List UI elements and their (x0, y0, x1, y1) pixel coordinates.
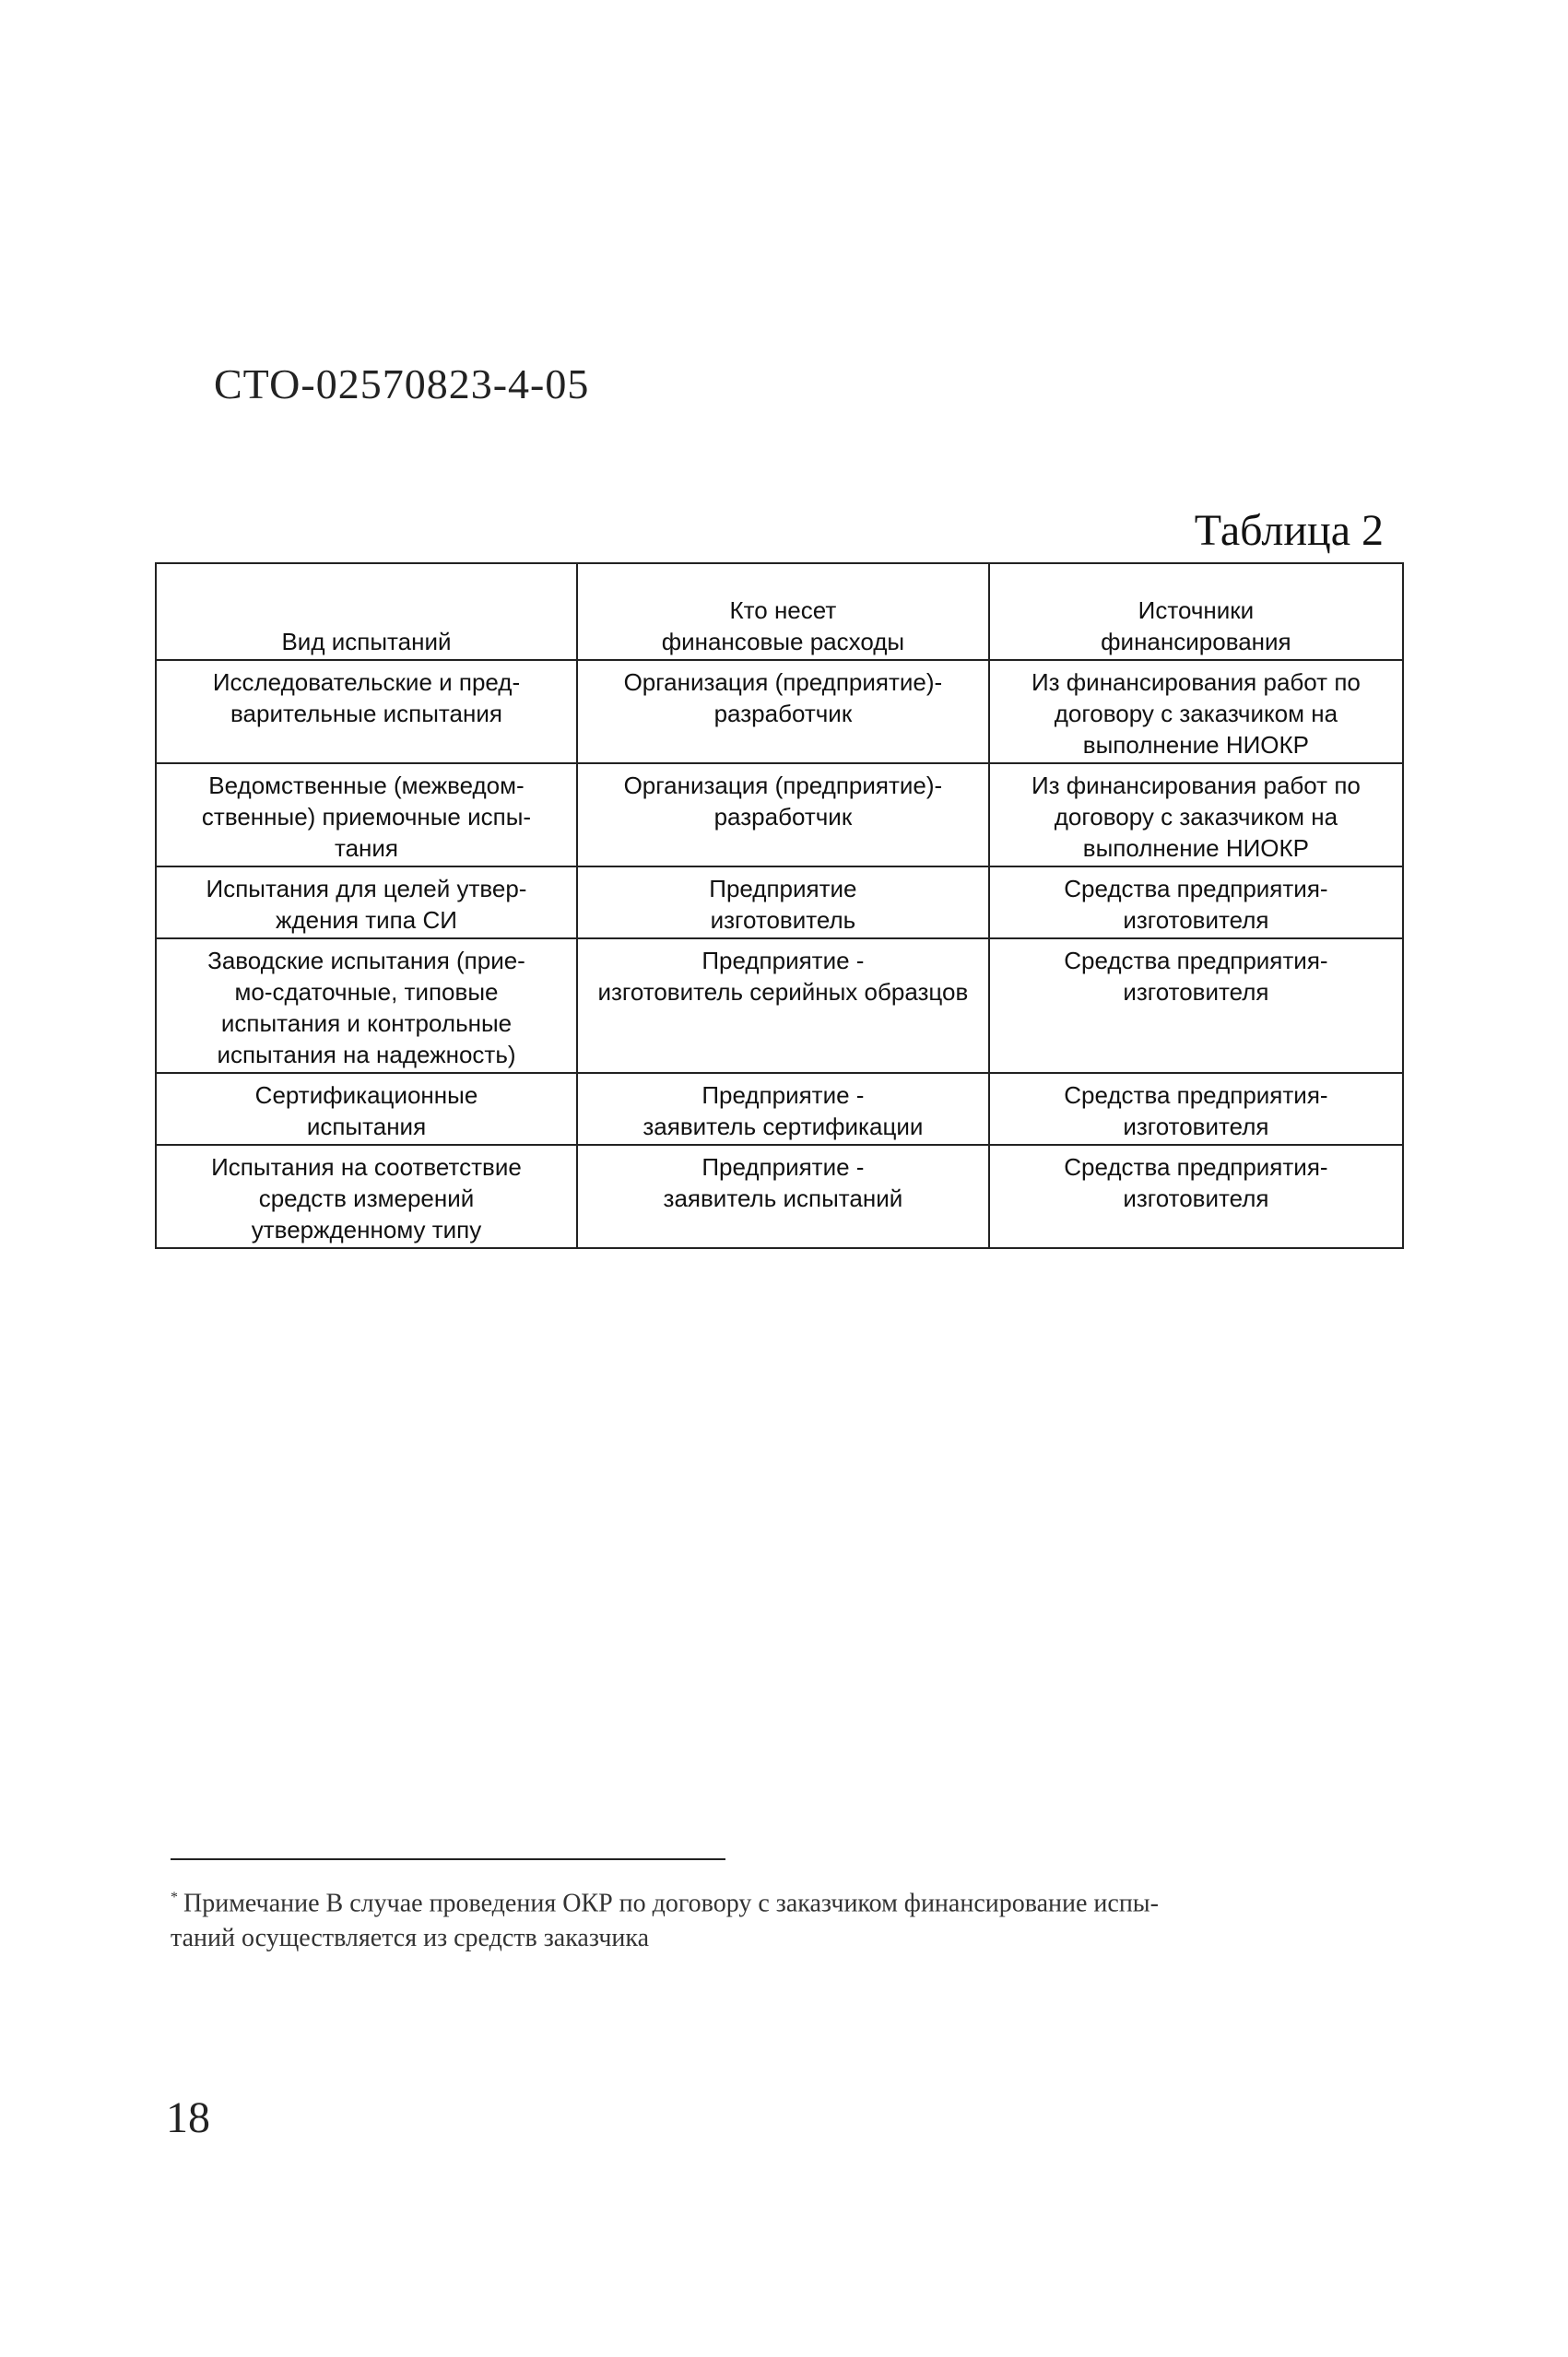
page-number: 18 (166, 2093, 210, 2142)
table-cell (989, 1073, 1403, 1145)
table-cell (577, 938, 989, 1073)
table-cell (577, 1073, 989, 1145)
cell-line: изготовителя (1123, 1184, 1269, 1212)
document-code: СТО-02570823-4-05 (214, 360, 590, 407)
cell-line: Из финансирования работ по (1031, 772, 1361, 799)
cell-line: утвержденному типу (251, 1216, 482, 1243)
table-cell (156, 660, 577, 763)
cell-line: изготовитель серийных образцов (597, 978, 969, 1006)
cell-line: выполнение НИОКР (1082, 834, 1309, 862)
table-row (156, 1073, 1403, 1145)
cell-line: ственные) приемочные испы- (201, 803, 532, 831)
footnote-divider (171, 1858, 725, 1860)
cell-line: Ведомственные (межведом- (208, 772, 525, 799)
header-cell-payer (577, 563, 989, 660)
table-cell (989, 1145, 1403, 1248)
cell-line: изготовителя (1123, 906, 1269, 934)
header-line: финансирования (1101, 628, 1291, 655)
cell-line: Предприятие - (701, 947, 865, 974)
cell-line: Испытания для целей утвер- (206, 875, 527, 902)
cell-line: Организация (предприятие)- (623, 772, 943, 799)
cell-line: разработчик (713, 700, 853, 727)
cell-line: тания (334, 834, 399, 862)
table-cell (989, 660, 1403, 763)
table-cell (577, 660, 989, 763)
cell-line: изготовитель (710, 906, 856, 934)
footnote-line-2: таний осуществляется из средств заказчика (171, 1924, 650, 1953)
financing-table (155, 562, 1404, 1249)
cell-line: варительные испытания (230, 700, 502, 727)
header-line: Кто несет (729, 596, 837, 624)
cell-line: Средства предприятия- (1064, 947, 1328, 974)
cell-line: Средства предприятия- (1064, 1081, 1328, 1109)
cell-line: ждения типа СИ (276, 906, 457, 934)
cell-line: Из финансирования работ по (1031, 668, 1361, 696)
footnote-line-1: Примечание В случае проведения ОКР по договору с заказчиком финансирование испы- (183, 1889, 1159, 1918)
cell-line: Предприятие - (701, 1081, 865, 1109)
table-cell (156, 763, 577, 866)
table-row (156, 938, 1403, 1073)
header-line: финансовые расходы (661, 628, 905, 655)
cell-line: Предприятие (709, 875, 857, 902)
table-cell (577, 1145, 989, 1248)
table-cell (989, 938, 1403, 1073)
cell-line: Предприятие - (701, 1153, 865, 1181)
header-line: Вид испытаний (281, 628, 452, 655)
cell-line: изготовителя (1123, 978, 1269, 1006)
footnote (171, 1880, 1406, 1956)
cell-line: заявитель сертификации (643, 1113, 924, 1140)
cell-line: Организация (предприятие)- (623, 668, 943, 696)
cell-line: средств измерений (258, 1184, 475, 1212)
table-header-row (156, 563, 1403, 660)
cell-line: Средства предприятия- (1064, 875, 1328, 902)
table-cell (156, 1073, 577, 1145)
cell-line: Средства предприятия- (1064, 1153, 1328, 1181)
footnote-mark: * (171, 1890, 178, 1905)
cell-line: испытания на надежность) (217, 1041, 516, 1068)
cell-line: мо-сдаточные, типовые (234, 978, 499, 1006)
table-row (156, 763, 1403, 866)
table-cell (577, 763, 989, 866)
table-cell (989, 763, 1403, 866)
header-cell-funding-source (989, 563, 1403, 660)
table-cell (156, 866, 577, 938)
cell-line: заявитель испытаний (663, 1184, 903, 1212)
header-cell-test-type (156, 563, 577, 660)
cell-line: Испытания на соответствие (211, 1153, 522, 1181)
table-row (156, 866, 1403, 938)
cell-line: испытания и контрольные (220, 1009, 513, 1037)
cell-line: выполнение НИОКР (1082, 731, 1309, 759)
cell-line: разработчик (713, 803, 853, 831)
cell-line: Сертификационные (254, 1081, 478, 1109)
table-caption: Таблица 2 (1194, 506, 1384, 555)
table-cell (156, 938, 577, 1073)
cell-line: договору с заказчиком на (1054, 700, 1338, 727)
cell-line: изготовителя (1123, 1113, 1269, 1140)
cell-line: испытания (306, 1113, 427, 1140)
table-cell (989, 866, 1403, 938)
table-cell (156, 1145, 577, 1248)
cell-line: Исследовательские и пред- (212, 668, 521, 696)
header-line: Источники (1138, 596, 1255, 624)
table-cell (577, 866, 989, 938)
table-row (156, 1145, 1403, 1248)
cell-line: договору с заказчиком на (1054, 803, 1338, 831)
table-row (156, 660, 1403, 763)
cell-line: Заводские испытания (прие- (207, 947, 525, 974)
